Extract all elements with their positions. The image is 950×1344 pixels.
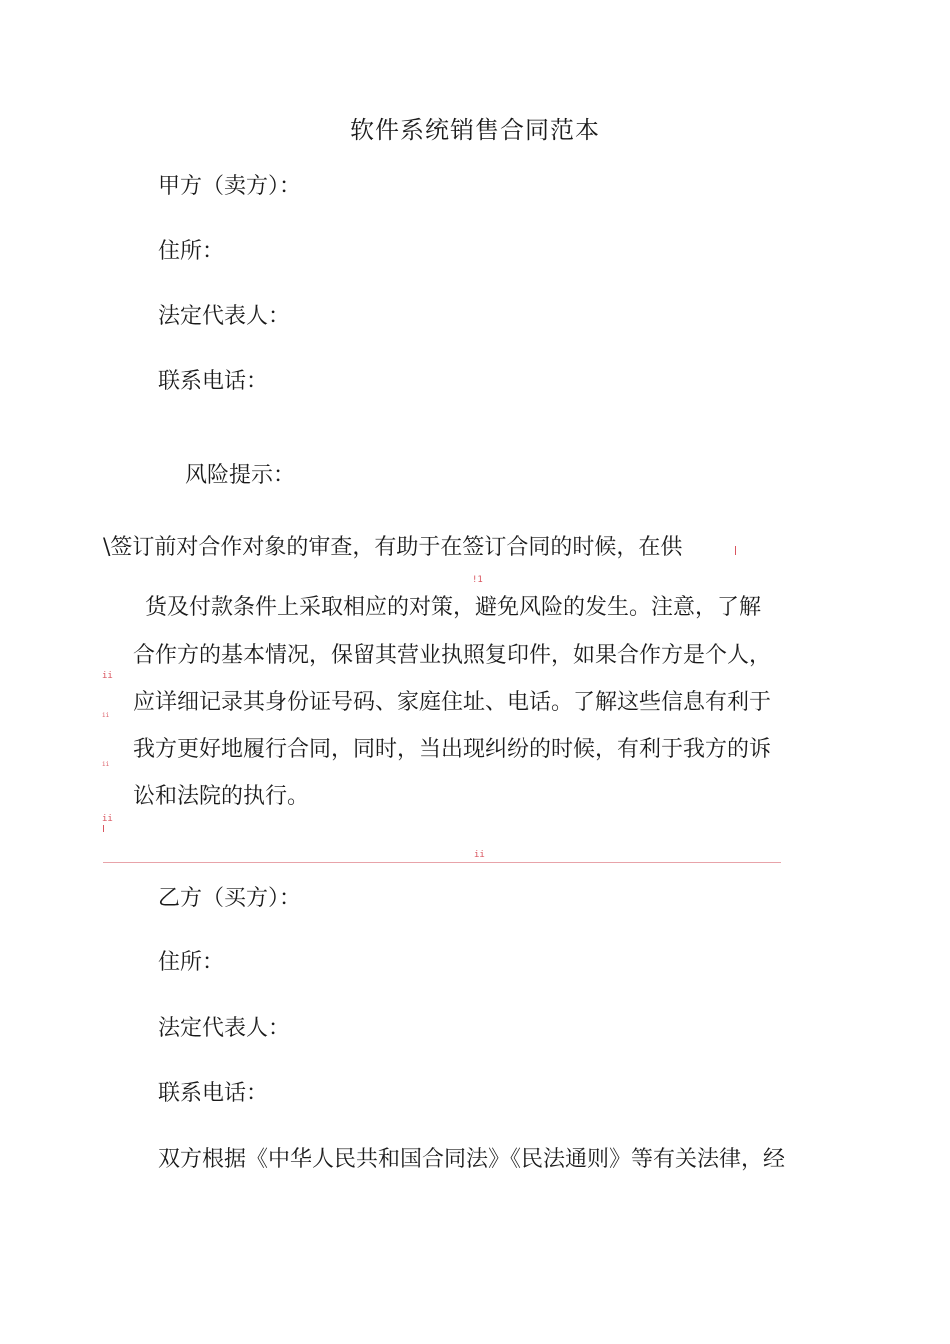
scan-tick: [103, 825, 104, 832]
party-a-address: 住所：: [158, 239, 225, 264]
scan-tick: [735, 546, 736, 555]
risk-line-4: 应详细记录其身份证号码、家庭住址、电话。了解这些信息有利于: [133, 690, 772, 715]
risk-line-2: 货及付款条件上采取相应的对策，避免风险的发生。注意，了解: [145, 595, 762, 620]
party-a-phone: 联系电话：: [158, 369, 269, 394]
party-a-heading: 甲方（卖方）：: [158, 174, 302, 199]
risk-line-5: 我方更好地履行合同，同时，当出现纠纷的时候，有利于我方的诉: [133, 737, 772, 762]
document-title: 软件系统销售合同范本: [350, 116, 600, 144]
scan-mark: ii: [102, 671, 113, 681]
scan-mark: ii: [474, 850, 485, 860]
risk-line-6: 讼和法院的执行。: [133, 784, 310, 809]
party-b-address: 住所：: [158, 950, 225, 975]
scan-mark: ii: [102, 712, 110, 719]
party-b-representative: 法定代表人：: [158, 1016, 291, 1041]
closing-paragraph-line: 双方根据《中华人民共和国合同法》《民法通则》等有关法律，经: [158, 1147, 786, 1172]
scan-mark: ii: [102, 761, 110, 768]
party-b-heading: 乙方（买方）：: [158, 886, 302, 911]
risk-line-1: \签订前对合作对象的审查，有助于在签订合同的时候，在供: [103, 535, 683, 560]
risk-label: 风险提示：: [185, 463, 296, 488]
risk-box-bottom-border: [103, 862, 781, 863]
scan-mark: !1: [472, 575, 483, 585]
scan-mark: ii: [102, 814, 113, 824]
risk-line-3: 合作方的基本情况，保留其营业执照复印件，如果合作方是个人，: [133, 643, 772, 668]
party-a-representative: 法定代表人：: [158, 304, 291, 329]
party-b-phone: 联系电话：: [158, 1081, 269, 1106]
